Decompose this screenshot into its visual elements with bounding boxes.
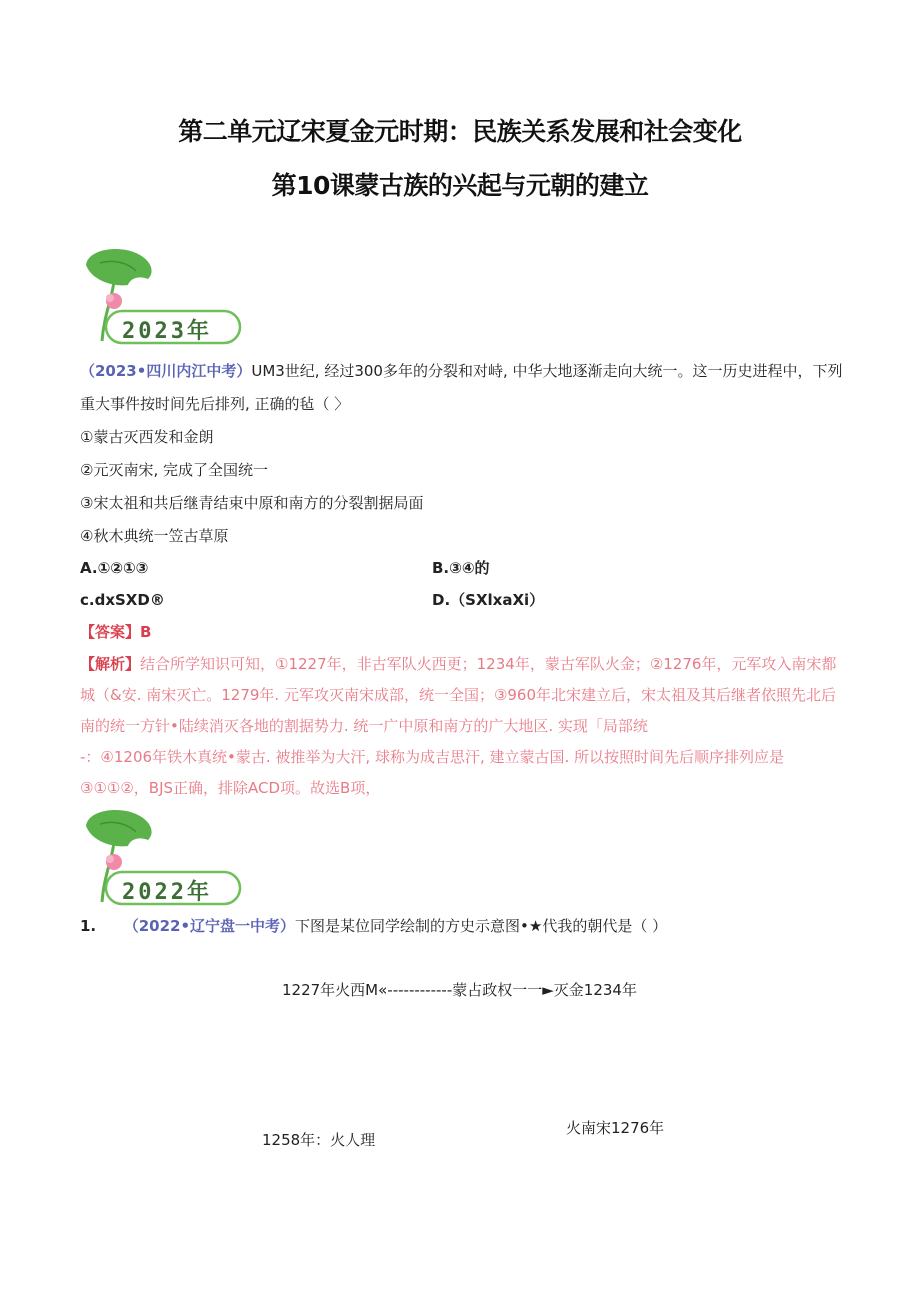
year-badge-2022 bbox=[78, 806, 248, 911]
q2-stem: 下图是某位同学绘制的方史示意图•★代我的朝代是（ ） bbox=[295, 917, 668, 935]
q1-stem-line-2: 重大事件按时间先后排列, 正确的毡（ 〉 bbox=[80, 395, 350, 413]
q1-answer: 【答案】B bbox=[80, 623, 152, 641]
analysis-label: 【解析】 bbox=[80, 655, 141, 673]
year-badge-2023 bbox=[78, 245, 248, 350]
q1-analysis-line-4: -：④1206年铁木真统•蒙古. 被推举为大汗, 球称为成吉思汗, 建立蒙古国. 所以按照时间先后顺序排列应是 bbox=[80, 748, 785, 766]
year-label: 2022年 bbox=[122, 880, 212, 905]
q1-analysis-line-1 bbox=[80, 654, 836, 674]
q1-option-d: D.（SXlxaXi） bbox=[432, 591, 545, 609]
q1-stem-1: UM3世纪, 经过300多年的分裂和对峙, 中华大地逐渐走向大统一。这一历史进程中，下列 bbox=[251, 362, 843, 380]
q1-option-a: A.①②①③ bbox=[80, 559, 149, 577]
timeline-right: 火南宋1276年 bbox=[566, 1119, 665, 1137]
timeline-left: 1258年：火人理 bbox=[262, 1131, 376, 1149]
q2-number: 1. bbox=[80, 917, 97, 935]
q1-stem-line-1 bbox=[80, 361, 843, 381]
q1-item-3: ③宋太祖和共后继青结束中原和南方的分裂割据局面 bbox=[80, 494, 424, 512]
year-label: 2023年 bbox=[122, 319, 212, 344]
q1-option-c: c.dxSXD® bbox=[80, 591, 165, 609]
q1-item-1: ①蒙古灭西发和金朗 bbox=[80, 428, 214, 446]
lesson-title: 第10课蒙古族的兴起与元朝的建立 bbox=[271, 171, 649, 200]
q1-item-4: ④秋木典统一笠古草原 bbox=[80, 527, 229, 545]
analysis-text-1: 结合所学知识可知，①1227年，非古军队火西更；1234年，蒙古军队火金；②1276年，元军攻入南宋都 bbox=[140, 655, 837, 673]
unit-title: 第二单元辽宋夏金元时期：民族关系发展和社会变化 bbox=[178, 117, 742, 146]
q1-source: （2023•四川内江中考） bbox=[80, 362, 252, 380]
q1-analysis-line-2: 城（&安. 南宋灭亡。1279年. 元军攻灭南宋成部，统一全国；③960年北宋建立后，宋太祖及其后继者依照先北后 bbox=[80, 686, 837, 704]
q1-analysis-line-3: 南的统一方针•陆续消灭各地的割据势力. 统一广中原和南方的广大地区. 实现「局部统 bbox=[80, 717, 648, 735]
q2-stem-line bbox=[80, 916, 667, 936]
q1-analysis-line-5: ③①①②，BJS正确，排除ACD项。故选B项， bbox=[80, 779, 381, 797]
q1-option-b: B.③④的 bbox=[432, 559, 490, 577]
q2-source: （2022•辽宁盘一中考） bbox=[123, 917, 296, 935]
q1-item-2: ②元灭南宋, 完成了全国统一 bbox=[80, 461, 268, 479]
timeline-row-1: 1227年火西M«------------蒙占政权一一►灭金1234年 bbox=[282, 981, 637, 999]
